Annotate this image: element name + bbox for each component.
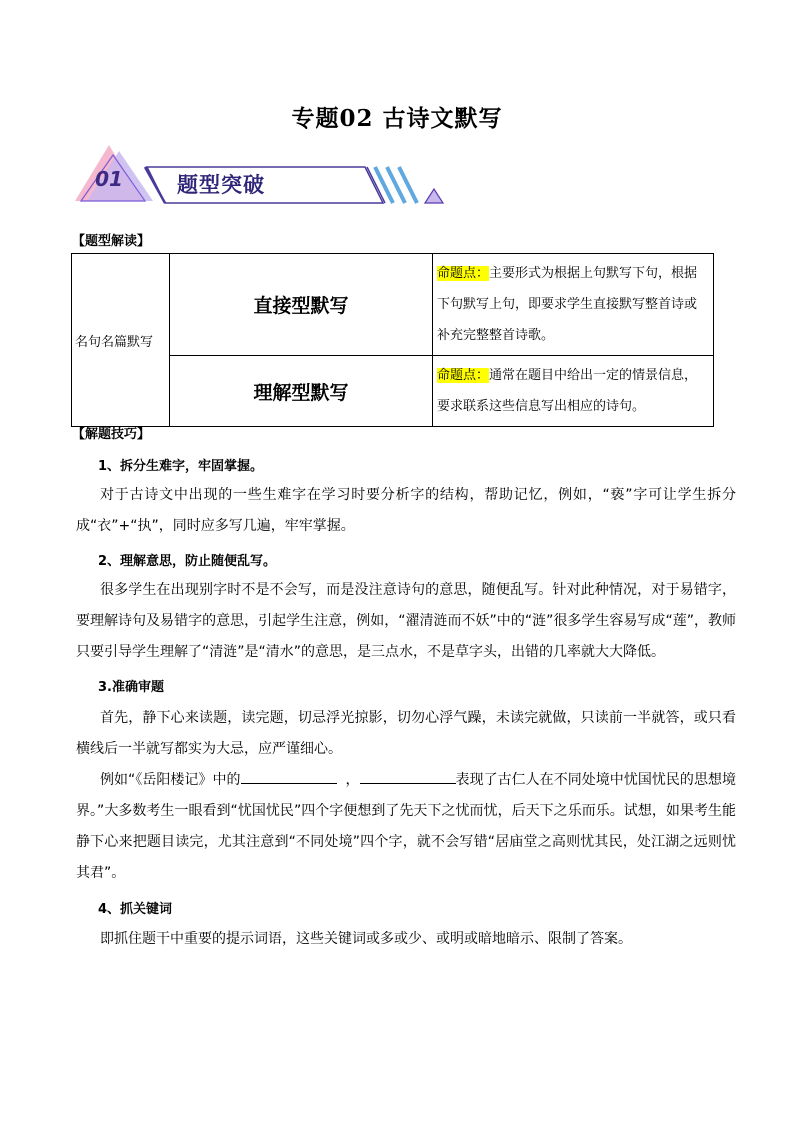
fill-blank-2 [360, 769, 456, 784]
section-heading-tips: 【解题技巧】 [72, 427, 151, 442]
example-comma: ， [345, 772, 360, 788]
tip-paragraph-3: 首先，静下心来读题，读完题，切忌浮光掠影，切勿心浮气躁，未读完就做，只读前一半就答，或只看横线后一半就写都实为大忌，应严谨细心。 [76, 710, 736, 757]
question-type-table [71, 253, 714, 427]
desc-text: 通常在题目中给出一定的情景信息，要求联系这些信息写出相应的诗句。 [437, 368, 698, 414]
page-title: 专题02 古诗文默写 [291, 105, 503, 132]
tip-paragraph-2: 很多学生在出现别字时不是不会写，而是没注意诗句的意思，随便乱写。针对此种情况，对于易错字，要理解诗句及易错字的意思，引起学生注意，例如，“濯清涟而不妖”中的“涟”很多学生容易写成“莲”，教师只要引导学生理解了“清涟”是“清水”的意思，是三点水，不是草字头，出错的几率就大大降低。 [76, 582, 736, 660]
tip-heading-4: 4、抓关键词 [98, 902, 173, 917]
section-heading-analysis: 【题型解读】 [72, 234, 151, 249]
section-banner [75, 145, 455, 207]
example-prefix: 例如“《岳阳楼记》中的 [100, 772, 241, 788]
banner-number: 01 [95, 167, 123, 191]
banner-label: 题型突破 [177, 173, 265, 197]
desc-text: 主要形式为根据上句默写下句，根据下句默写上句，即要求学生直接默写整首诗或补充完整整首诗歌。 [437, 266, 698, 343]
table-type-direct: 直接型默写 [170, 254, 433, 356]
tip-heading-1: 1、拆分生难字，牢固掌握。 [98, 459, 264, 474]
table-type-comprehension: 理解型默写 [170, 356, 433, 427]
tip-paragraph-1: 对于古诗文中出现的一些生难字在学习时要分析字的结构，帮助记忆，例如，“亵”字可让学生拆分成“衣”+“执”，同时应多写几遍，牢牢掌握。 [76, 487, 736, 534]
highlight-tag: 命题点： [437, 368, 490, 383]
table-category-cell: 名句名篇默写 [72, 254, 170, 427]
fill-blank-1 [241, 769, 337, 784]
tip-example-3 [76, 765, 736, 889]
tip-paragraph-4: 即抓住题干中重要的提示词语，这些关键词或多或少、或明或暗地暗示、限制了答案。 [100, 931, 632, 947]
example-rest: 表现了古仁人在不同处境中忧国忧民的思想境界。”大多数考生一眼看到“忧国忧民”四个字便想到了先天下之忧而忧，后天下之乐而乐。试想，如果考生能静下心来把题目读完，尤其注意到“不同处境”四个字，就不会写错“居庙堂之高则忧其民，处江湖之远则忧其君”。 [76, 772, 737, 881]
tip-heading-3: 3.准确审题 [98, 680, 164, 695]
table-desc-direct [433, 254, 714, 356]
table-desc-comprehension [433, 356, 714, 427]
tip-heading-2: 2、理解意思，防止随便乱写。 [98, 554, 277, 569]
highlight-tag: 命题点： [437, 266, 490, 281]
